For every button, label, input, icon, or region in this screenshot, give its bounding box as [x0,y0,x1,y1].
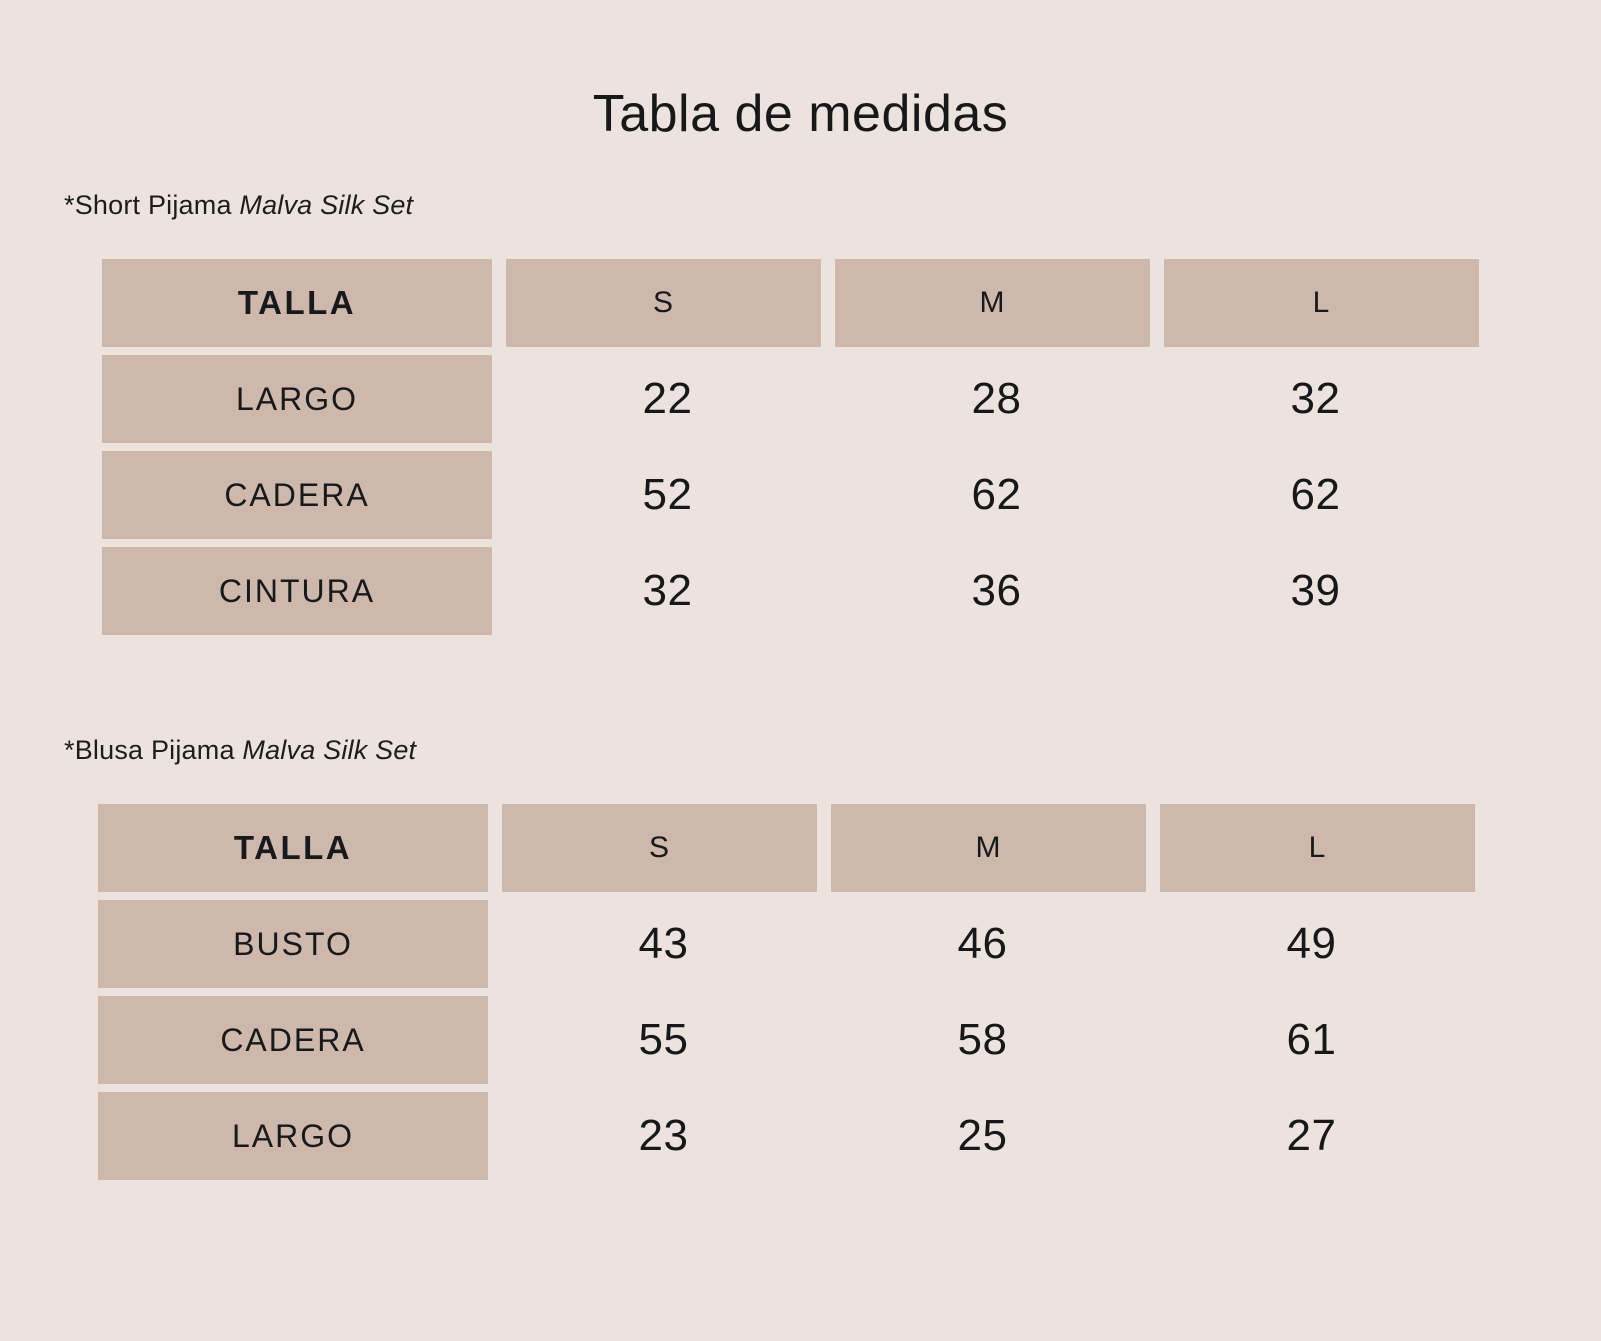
row-label-cell [98,996,488,1084]
table-caption-short-plain: *Short Pijama [64,190,240,220]
row-value: 32 [1290,374,1341,423]
size-table-short [88,251,1493,643]
table-header-row [98,804,1475,892]
row-label-cell [98,1092,488,1180]
row-value: 46 [957,919,1008,968]
table-header-row [102,259,1479,347]
row-value-cell-s [506,451,821,539]
row-value-cell-m [835,451,1150,539]
row-value: 32 [642,566,693,615]
row-label: LARGO [102,355,492,443]
table-row [98,1092,1475,1180]
header-label-talla: TALLA [98,804,488,892]
row-value-cell-l [1160,996,1475,1084]
row-value-cell-s [502,996,817,1084]
row-value-cell-l [1160,1092,1475,1180]
header-cell-talla [102,259,492,347]
row-value-cell-l [1164,547,1479,635]
row-label-cell [102,355,492,443]
row-value: 55 [638,1015,689,1064]
row-value: 62 [1290,470,1341,519]
header-cell-size-m [831,804,1146,892]
table-row [102,355,1479,443]
row-label: CINTURA [102,547,492,635]
row-value: 28 [971,374,1022,423]
row-value-cell-m [835,355,1150,443]
row-label: BUSTO [98,900,488,988]
table-caption-blusa-italic: Malva Silk Set [242,735,417,765]
row-value: 22 [642,374,693,423]
row-label-cell [102,451,492,539]
row-value: 39 [1290,566,1341,615]
header-label-size-m: M [835,259,1150,347]
row-value: 61 [1286,1015,1337,1064]
size-table-section-short [0,190,1601,643]
header-cell-size-l [1164,259,1479,347]
row-value-cell-s [506,547,821,635]
row-value-cell-s [502,1092,817,1180]
row-value-cell-l [1160,900,1475,988]
row-label-cell [102,547,492,635]
header-label-talla: TALLA [102,259,492,347]
row-value-cell-m [831,996,1146,1084]
table-caption-short-italic: Malva Silk Set [239,190,414,220]
row-value-cell-m [835,547,1150,635]
row-value: 52 [642,470,693,519]
header-label-size-s: S [506,259,821,347]
row-value: 49 [1286,919,1337,968]
row-value-cell-l [1164,451,1479,539]
row-value-cell-s [502,900,817,988]
page-title: Tabla de medidas [592,85,1009,143]
table-row [102,451,1479,539]
row-value: 25 [957,1111,1008,1160]
table-row [98,900,1475,988]
header-label-size-l: L [1160,804,1475,892]
row-label-cell [98,900,488,988]
header-cell-size-s [506,259,821,347]
table-row [98,996,1475,1084]
row-value-cell-s [506,355,821,443]
row-value-cell-l [1164,355,1479,443]
header-cell-size-s [502,804,817,892]
row-value: 58 [957,1015,1008,1064]
table-caption-short [64,190,1601,221]
header-label-size-m: M [831,804,1146,892]
row-value: 27 [1286,1111,1337,1160]
size-table-section-blusa [0,735,1601,1188]
row-value-cell-m [831,1092,1146,1180]
row-value-cell-m [831,900,1146,988]
row-label: CADERA [98,996,488,1084]
header-cell-talla [98,804,488,892]
row-value: 36 [971,566,1022,615]
header-cell-size-l [1160,804,1475,892]
table-caption-blusa [64,735,1601,766]
size-table-blusa [84,796,1489,1188]
table-row [102,547,1479,635]
header-label-size-l: L [1164,259,1479,347]
header-cell-size-m [835,259,1150,347]
table-caption-blusa-plain: *Blusa Pijama [64,735,243,765]
row-label: CADERA [102,451,492,539]
header-label-size-s: S [502,804,817,892]
row-label: LARGO [98,1092,488,1180]
row-value: 43 [638,919,689,968]
row-value: 23 [638,1111,689,1160]
row-value: 62 [971,470,1022,519]
